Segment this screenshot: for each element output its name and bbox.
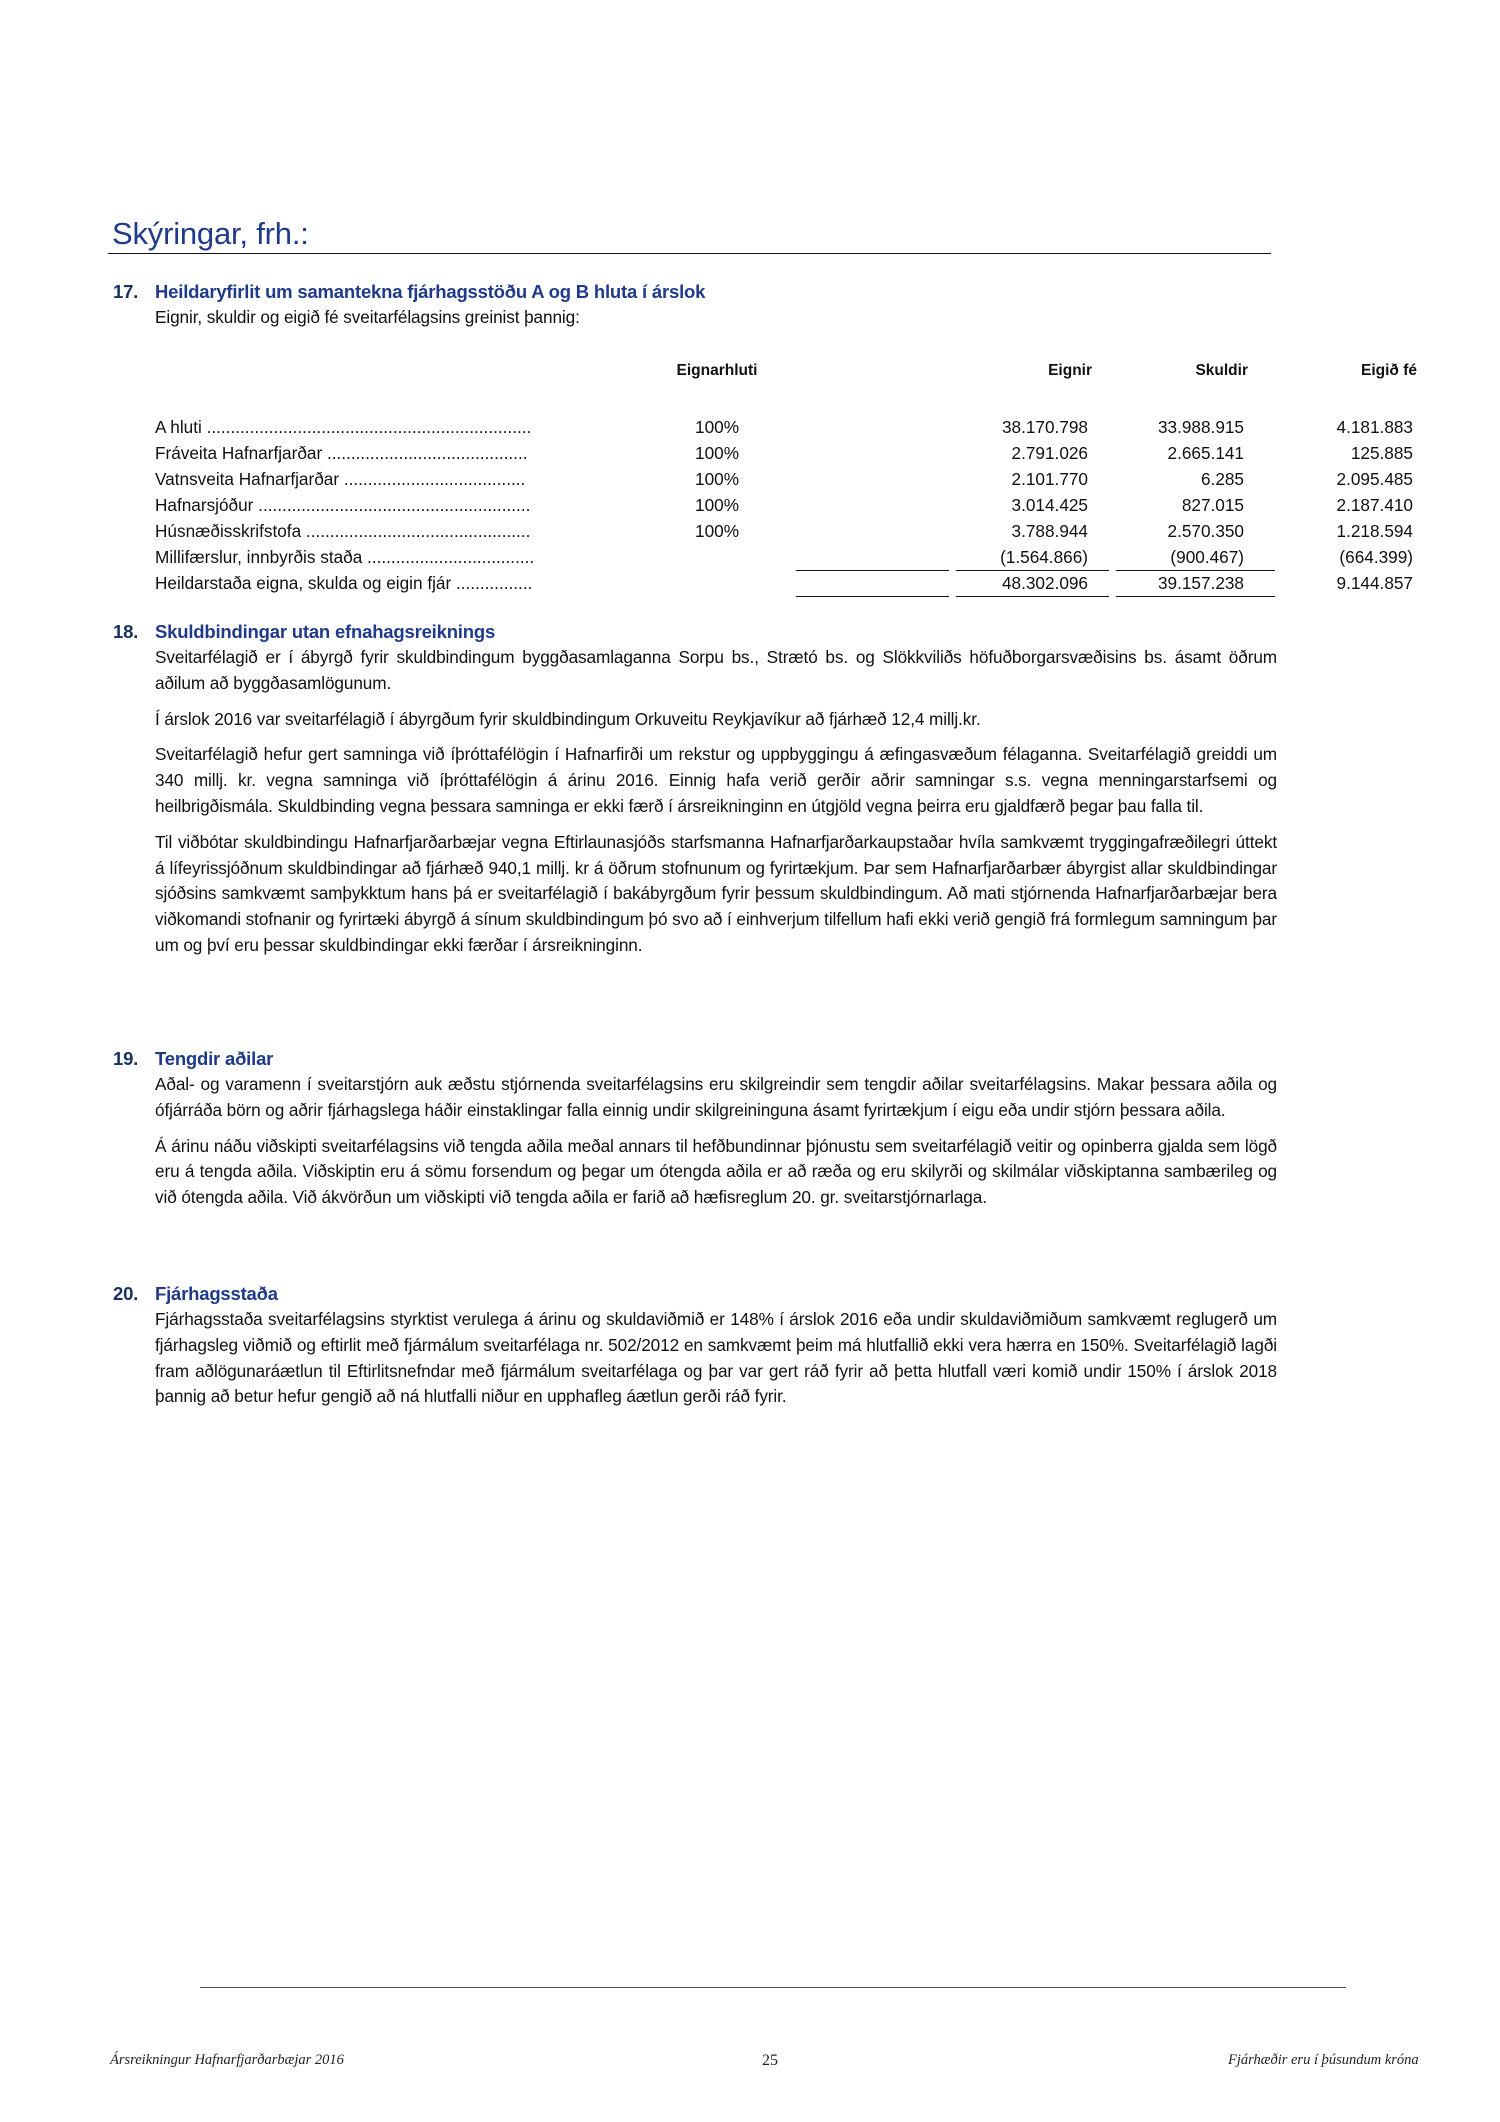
underline-rule <box>1116 596 1275 597</box>
paragraph: Til viðbótar skuldbindingu Hafnarfjarðarbæjar vegna Eftirlaunasjóðs starfsmanna Hafnarfjarðarkaupstaðar hvíla samkvæmt tryggingafræðilegri úttekt á lífeyrissjóðnum skuldbindingar að fjárhæð 940,1 millj. kr á öðrum stofnunum og fyrirtækjum. Þar sem Hafnarfjarðarbær ábyrgist allar skuldbindingar sjóðsins samkvæmt samþykktum hans þá er sveitarfélagið í bakábyrgðum fyrir þessum skuldbindingum. Að mati stjórnenda Hafnarfjarðarbæjar bera viðkomandi stofnanir og fyrirtæki ábyrgð á sínum skuldbindingum þó svo að í einhverjum tilfellum hafi ekki verið gengið frá formlegum samningum þar um og því eru þessar skuldbindingar ekki færðar í ársreikninginn. <box>155 831 1277 955</box>
paragraph: Fjárhagsstaða sveitarfélagsins styrktist verulega á árinu og skuldaviðmið er 148% í árslok 2016 eða undir skuldaviðmiðum samkvæmt reglugerð um fjárhagsleg viðmið og eftirlit með fjármálum sveitarfélaga nr. 502/2012 en samkvæmt þeim má hlutfallið ekki vera hærra en 150%. Sveitarfélagið lagði fram aðlögunaráætlun til Eftirlitsnefndar með fjármálum sveitarfélaga og þar var gert ráð fyrir að þetta hlutfall væri komið undir 150% í árslok 2018 þannig að betur hefur gengið að ná hlutfalli niður en upphafleg áætlun gerði ráð fyrir. <box>155 1309 1277 1407</box>
ownership-table <box>155 358 1417 593</box>
liabilities-value: 6.285 <box>1200 469 1244 489</box>
page-title: Skýringar, frh.: <box>112 216 309 251</box>
page-number: 25 <box>762 2052 778 2069</box>
assets-value: 2.101.770 <box>1011 469 1088 489</box>
section-heading <box>113 621 1278 645</box>
ownership-share: 100% <box>695 417 739 437</box>
assets-value: 3.014.425 <box>1011 495 1088 515</box>
table-header-row <box>155 358 1417 388</box>
underline-rule <box>956 596 1109 597</box>
row-label: Húsnæðisskrifstofa ............................................... <box>155 521 531 541</box>
section-title: Fjárhagsstaða <box>155 1283 278 1304</box>
section-title: Tengdir aðilar <box>155 1048 274 1069</box>
paragraph: Sveitarfélagið hefur gert samninga við íþróttafélögin í Hafnarfirði um rekstur og uppbyggingu á æfingasvæðum félaganna. Sveitarfélagið greiddi um 340 millj. kr. vegna samninga við íþróttafélögin á árinu 2016. Einnig hafa verið gerðir aðrir samningar s.s. vegna menningarstarfsemi og heilbrigðismála. Skuldbinding vegna þessara samninga er ekki færð í ársreikninginn en útgjöld vegna þeirra eru gjaldfærð þegar þau falla til. <box>155 744 1277 816</box>
section-19 <box>113 1048 1278 1221</box>
table-row <box>155 544 1413 570</box>
assets-value: (1.564.866) <box>1000 547 1088 567</box>
paragraph: Á árinu náðu viðskipti sveitarfélagsins við tengda aðila meðal annars til hefðbundinnar þjónustu sem sveitarfélagið veitir og opinberra gjalda sem lögð eru á tengda aðila. Viðskiptin eru á sömu forsendum og þegar um ótengda aðila er að ræða og eru skilyrði og skilmálar viðskiptanna sambærileg og við ótengda aðila. Við ákvörðun um viðskipti við tengda aðila er farið að hæfisreglum 20. gr. sveitarstjórnarlaga. <box>155 1135 1277 1208</box>
section-18 <box>113 621 1278 969</box>
underline-rule <box>796 596 949 597</box>
section-20 <box>113 1283 1278 1420</box>
table-row <box>155 440 1413 466</box>
equity-value: 2.187.410 <box>1336 495 1413 515</box>
section-number: 17. <box>113 281 139 302</box>
section-body <box>155 1072 1277 1211</box>
ownership-share: 100% <box>695 469 739 489</box>
liabilities-value: 2.570.350 <box>1167 521 1244 541</box>
section-number: 19. <box>113 1048 139 1069</box>
paragraph: Aðal- og varamenn í sveitarstjórn auk æðstu stjórnenda sveitarfélagsins eru skilgreindir sem tengdir aðilar sveitarfélagsins. Makar þessara aðila og ófjárráða börn og aðrir fjárhagslega háðir einstaklingar falla einnig undir skilgreininguna ásamt fyrirtækjum í eigu eða undir stjórn þessara aðila. <box>155 1074 1277 1120</box>
liabilities-value: 2.665.141 <box>1167 443 1244 463</box>
section-heading <box>113 281 1278 305</box>
section-17 <box>113 281 1278 331</box>
col-header-assets: Eignir <box>1048 362 1092 379</box>
assets-value: 48.302.096 <box>1001 573 1088 593</box>
section-body <box>155 645 1277 959</box>
section-number: 20. <box>113 1283 139 1304</box>
table-total-row <box>155 570 1413 596</box>
row-label: Hafnarsjóður ......................................................... <box>155 495 531 515</box>
table-row <box>155 466 1413 492</box>
equity-value: 4.181.883 <box>1336 417 1413 437</box>
row-label: Vatnsveita Hafnarfjarðar ...................................... <box>155 469 526 489</box>
equity-value: 1.218.594 <box>1336 521 1413 541</box>
row-label: Fráveita Hafnarfjarðar .......................................... <box>155 443 528 463</box>
col-header-ownership: Eignarhluti <box>676 362 758 379</box>
section-body <box>155 1307 1277 1410</box>
col-header-equity: Eigið fé <box>1361 362 1417 379</box>
liabilities-value: (900.467) <box>1170 547 1244 567</box>
table-row <box>155 414 1413 440</box>
equity-value: 2.095.485 <box>1336 469 1413 489</box>
ownership-share: 100% <box>695 443 739 463</box>
paragraph: Sveitarfélagið er í ábyrgð fyrir skuldbindingum byggðasamlaganna Sorpu bs., Strætó bs. og Slökkviliðs höfuðborgarsvæðisins bs. ásamt öðrum aðilum að byggðasamlögunum. <box>155 647 1277 693</box>
title-divider <box>108 253 1271 254</box>
section-title: Skuldbindingar utan efnahagsreiknings <box>155 621 496 642</box>
col-header-liabilities: Skuldir <box>1195 362 1248 379</box>
ownership-share: 100% <box>695 521 739 541</box>
paragraph: Í árslok 2016 var sveitarfélagið í ábyrgðum fyrir skuldbindingum Orkuveitu Reykjavíkur að fjárhæð 12,4 millj.kr. <box>155 708 981 729</box>
row-label: Millifærslur, innbyrðis staða ................................... <box>155 547 535 567</box>
assets-value: 38.170.798 <box>1001 417 1088 437</box>
table-row <box>155 518 1413 544</box>
assets-value: 3.788.944 <box>1011 521 1088 541</box>
footer-document-title: Ársreikningur Hafnarfjarðarbæjar 2016 <box>110 2052 344 2068</box>
ownership-share: 100% <box>695 495 739 515</box>
footer-currency-note: Fjárhæðir eru í þúsundum króna <box>1228 2052 1419 2068</box>
footer-divider <box>200 1987 1346 1988</box>
equity-value: (664.399) <box>1339 547 1413 567</box>
row-label: A hluti .................................................................... <box>155 417 532 437</box>
section-title: Heildaryfirlit um samantekna fjárhagsstöðu A og B hluta í árslok <box>155 281 706 302</box>
section-heading <box>113 1048 1278 1072</box>
liabilities-value: 33.988.915 <box>1157 417 1244 437</box>
table-body <box>155 414 1413 596</box>
liabilities-value: 827.015 <box>1181 495 1244 515</box>
section-intro: Eignir, skuldir og eigið fé sveitarfélagsins greinist þannig: <box>155 307 580 327</box>
liabilities-value: 39.157.238 <box>1157 573 1244 593</box>
equity-value: 9.144.857 <box>1336 573 1413 593</box>
equity-value: 125.885 <box>1350 443 1413 463</box>
row-label: Heildarstaða eigna, skulda og eigin fjár ................ <box>155 573 533 593</box>
assets-value: 2.791.026 <box>1011 443 1088 463</box>
section-number: 18. <box>113 621 139 642</box>
table-row <box>155 492 1413 518</box>
section-heading <box>113 1283 1278 1307</box>
